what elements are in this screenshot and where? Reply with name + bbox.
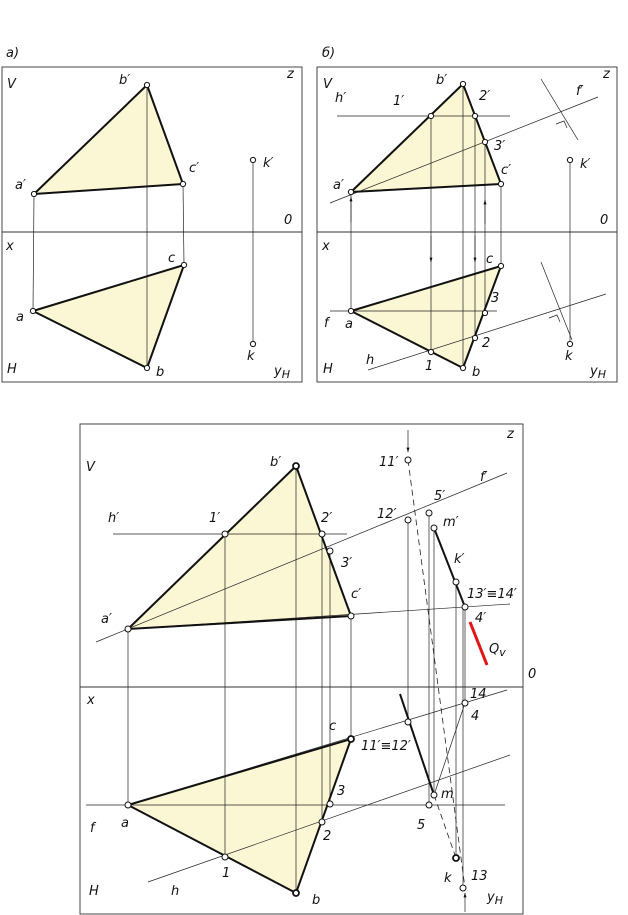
panel-b-label-a: a bbox=[345, 317, 353, 332]
panel-b-label-O: 0 bbox=[600, 213, 609, 228]
main-label-4: 4 bbox=[471, 709, 480, 724]
main-line-4-m bbox=[434, 703, 465, 795]
main-label-V: V bbox=[86, 460, 95, 475]
panel-b-point-k bbox=[567, 341, 572, 346]
panel-b-label-V: V bbox=[323, 77, 332, 92]
main-Qv-red-segment bbox=[470, 622, 487, 665]
main-frontal-triangle-fill bbox=[128, 466, 351, 629]
panel-b-label-H: H bbox=[323, 362, 333, 377]
main-label-2-1: 2′ bbox=[321, 511, 333, 526]
main-label-3-1: 3′ bbox=[341, 556, 353, 571]
main-label-c1: c′ bbox=[351, 587, 362, 602]
main-point-1-1 bbox=[222, 531, 228, 537]
panel-a-label-k1: k′ bbox=[263, 156, 274, 171]
panel-a-point-k bbox=[250, 341, 255, 346]
panel-b-label-b: b bbox=[472, 365, 481, 380]
panel-a-point-k1 bbox=[250, 157, 255, 162]
panel-b-label-2: 2 bbox=[482, 336, 491, 351]
main-label-h1: h′ bbox=[108, 511, 120, 526]
main-label-2: 2 bbox=[323, 829, 332, 844]
main-point-k1 bbox=[453, 579, 459, 585]
main-label-k: k bbox=[444, 871, 452, 886]
main-point-11-12 bbox=[405, 719, 411, 725]
panel-b-right-angle-frontal bbox=[556, 121, 567, 128]
main-label-4-1: 4′ bbox=[475, 611, 487, 626]
panel-b-label-3-1: 3′ bbox=[494, 139, 506, 154]
main-label-O: 0 bbox=[528, 667, 537, 682]
main-point-2 bbox=[319, 819, 325, 825]
panel-b-point-c1 bbox=[498, 181, 503, 186]
main-label-h: h bbox=[171, 884, 180, 899]
main-point-1 bbox=[222, 854, 228, 860]
panel-b-point-b bbox=[460, 365, 465, 370]
main-label-f1: f′ bbox=[480, 470, 488, 485]
main-label-yH: $y_H$ bbox=[487, 890, 503, 907]
panel-b-point-1 bbox=[428, 349, 433, 354]
panel-b-point-b1 bbox=[460, 81, 465, 86]
panel-a-label-H: H bbox=[7, 362, 17, 377]
panel-a-link-a bbox=[33, 194, 34, 311]
panel-a-point-b bbox=[144, 365, 149, 370]
main-point-3 bbox=[327, 801, 333, 807]
panel-b-perp-frontal bbox=[541, 79, 578, 140]
main-point-12-1 bbox=[405, 517, 411, 523]
panel-a-label-c: c bbox=[168, 251, 176, 266]
panel-b-point-3 bbox=[482, 310, 487, 315]
main-label-1: 1 bbox=[222, 866, 231, 881]
panel-a-title: а) bbox=[6, 46, 20, 61]
main-label-1-1: 1′ bbox=[209, 511, 221, 526]
main-label-11-12: 11′≡12′ bbox=[361, 739, 411, 754]
main-label-b1: b′ bbox=[270, 455, 282, 470]
panel-a-label-b1: b′ bbox=[119, 73, 131, 88]
main-point-b bbox=[293, 890, 299, 896]
panel-b-label-z: z bbox=[603, 67, 610, 82]
main-point-11-1 bbox=[405, 457, 411, 463]
panel-a-point-c1 bbox=[180, 181, 185, 186]
panel-a-label-b: b bbox=[156, 365, 165, 380]
main-point-b1 bbox=[293, 463, 299, 469]
main-point-m1 bbox=[431, 525, 437, 531]
panel-b-label-x: x bbox=[322, 239, 330, 254]
main-label-a1: a′ bbox=[101, 612, 112, 627]
panel-b-label-c1: c′ bbox=[501, 163, 512, 178]
panel-b bbox=[317, 46, 617, 382]
main-horizontal-triangle-fill bbox=[128, 739, 351, 893]
main-point-c bbox=[348, 736, 354, 742]
panel-a-point-b1 bbox=[144, 82, 149, 87]
panel-b-point-1-1 bbox=[428, 113, 433, 118]
main-label-3: 3 bbox=[337, 784, 346, 799]
panel-a-label-V: V bbox=[7, 77, 16, 92]
panel-b-label-h1: h′ bbox=[335, 91, 347, 106]
main-label-13: 13 bbox=[471, 869, 488, 884]
main-point-3-1 bbox=[327, 548, 333, 554]
panel-a-label-k: k bbox=[247, 349, 255, 364]
main-label-c: c bbox=[329, 719, 337, 734]
main-point-2-1 bbox=[319, 531, 325, 537]
main-label-a: a bbox=[121, 816, 129, 831]
panel-a-link-c bbox=[183, 184, 184, 265]
panel-a-point-a bbox=[30, 308, 35, 313]
main-point-k bbox=[453, 855, 459, 861]
panel-b-label-b1: b′ bbox=[436, 73, 448, 88]
main-label-H: H bbox=[89, 884, 99, 899]
panel-b-title: б) bbox=[322, 46, 336, 61]
main-label-11-1: 11′ bbox=[379, 455, 399, 470]
panel-b-label-a1: a′ bbox=[333, 178, 344, 193]
main-label-12-1: 12′ bbox=[377, 507, 397, 522]
panel-b-label-k1: k′ bbox=[580, 157, 591, 172]
panel-b-point-c bbox=[498, 263, 503, 268]
main-point-m bbox=[431, 792, 437, 798]
panel-b-label-f: f bbox=[324, 316, 329, 331]
panel-b-label-2-1: 2′ bbox=[479, 89, 491, 104]
main-point-5 bbox=[426, 802, 432, 808]
main-label-5: 5 bbox=[417, 818, 426, 833]
panel-a-point-a1 bbox=[31, 191, 36, 196]
panel-b-point-a bbox=[348, 308, 353, 313]
main-line-mk-frontal bbox=[434, 528, 465, 607]
panel-a-label-a1: a′ bbox=[15, 178, 26, 193]
main-label-z: z bbox=[507, 427, 514, 442]
panel-a-label-O: 0 bbox=[284, 213, 293, 228]
panel-a-label-a: a bbox=[16, 310, 24, 325]
panel-b-point-k1 bbox=[567, 157, 572, 162]
panel-b-perp-horizontal bbox=[541, 262, 572, 340]
main-point-5-1 bbox=[426, 510, 432, 516]
panel-a-point-c bbox=[181, 262, 186, 267]
panel-b-label-3: 3 bbox=[491, 291, 500, 306]
main-label-5-1: 5′ bbox=[434, 489, 446, 504]
panel-b-label-1: 1 bbox=[425, 359, 434, 374]
panel-b-label-yH: $y_H$ bbox=[590, 364, 606, 381]
panel-b-label-f1: f′ bbox=[576, 84, 584, 99]
panel-a bbox=[2, 46, 302, 382]
main-point-14-4 bbox=[462, 700, 468, 706]
panel-a-frontal-triangle-fill bbox=[34, 85, 183, 194]
main-label-m1: m′ bbox=[443, 515, 459, 530]
main-line-m-k-dashed bbox=[434, 795, 456, 858]
main-label-k1: k′ bbox=[454, 552, 465, 567]
panel-b-point-2 bbox=[472, 335, 477, 340]
main-label-x: x bbox=[87, 693, 95, 708]
panel-b-label-c: c bbox=[486, 252, 494, 267]
main-label-m: m bbox=[441, 787, 454, 802]
main-point-13-14-1 bbox=[462, 604, 468, 610]
main-label-Qv: $Q_v$ bbox=[489, 642, 506, 659]
panel-main bbox=[80, 424, 536, 914]
panel-b-label-1-1: 1′ bbox=[393, 94, 405, 109]
panel-a-label-c1: c′ bbox=[189, 161, 200, 176]
panel-b-point-a1 bbox=[348, 189, 353, 194]
main-point-13 bbox=[460, 885, 466, 891]
panel-b-point-2-1 bbox=[472, 113, 477, 118]
main-label-14: 14 bbox=[470, 687, 487, 702]
main-label-f: f bbox=[90, 821, 95, 836]
main-point-a bbox=[125, 802, 131, 808]
panel-a-label-yH: $y_H$ bbox=[274, 364, 290, 381]
panel-b-label-h: h bbox=[366, 353, 375, 368]
main-point-a1 bbox=[125, 626, 131, 632]
main-label-13-14-1: 13′≡14′ bbox=[467, 587, 517, 602]
panel-a-label-x: x bbox=[6, 239, 14, 254]
panel-a-label-z: z bbox=[287, 67, 294, 82]
panel-a-horizontal-triangle-fill bbox=[33, 265, 184, 368]
main-point-c1 bbox=[348, 613, 354, 619]
panel-b-label-k: k bbox=[565, 349, 573, 364]
main-label-b: b bbox=[312, 893, 321, 908]
panel-b-point-3-1 bbox=[482, 139, 487, 144]
panel-b-right-angle-horizontal bbox=[549, 315, 560, 322]
